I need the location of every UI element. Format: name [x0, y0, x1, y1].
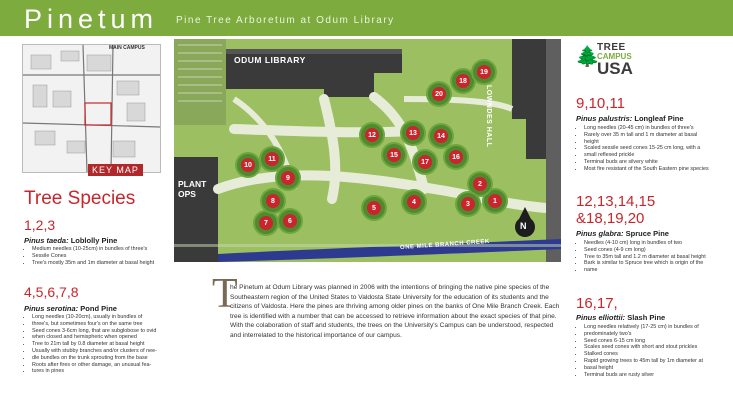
body-paragraph: he Pinetum at Odum Library was planned in 2006 with the intentions of bringing the native pine species of the Southeastern region of the United States to Valdosta State University for the education of its students and the citizens of Valdosta. Here the pines are thriving among older pines on the banks of One Mile Branch Creek. Each tree is identified with a number that can be accessed to retrieve information about the exact species of that pine. With the colaboration of staff and students, the trees on the University's Campus can be understood, respected and interrelated to the historical importance of our campus. — [230, 284, 560, 339]
species-3-bullets: • Long needles (20-45 cm) in bundles of three's • Rarely over 35 m tall and 1 m diameter at basal • height • Scaled sessile seed cones 15-25 cm long, with a • small reflexed prickle • Terminal buds are silvery white • Most fire resistant of the South Eastern pine species — [576, 125, 733, 173]
north-icon: N — [520, 221, 527, 231]
tree-marker-label: 15 — [387, 148, 401, 162]
tree-marker-2 — [469, 173, 491, 195]
species-4-name: Pinus glabra: Spruce Pine — [576, 229, 669, 238]
tree-marker-label: 19 — [477, 65, 491, 79]
tree-marker-16 — [445, 146, 467, 168]
tree-marker-label: 20 — [432, 87, 446, 101]
species-1-name: Pinus taeda: Loblolly Pine — [24, 236, 118, 245]
key-map-drawing — [23, 45, 160, 172]
species-3-numbers: 9,10,11 — [576, 95, 625, 112]
tree-marker-6 — [279, 210, 301, 232]
tree-marker-9 — [277, 167, 299, 189]
tree-marker-label: 13 — [406, 126, 420, 140]
tree-marker-label: 9 — [281, 171, 295, 185]
label-plant-ops: PLANT OPS — [178, 179, 207, 199]
tree-marker-14 — [430, 125, 452, 147]
campus-map — [174, 39, 561, 262]
tree-marker-label: 17 — [418, 155, 432, 169]
tree-marker-label: 10 — [241, 158, 255, 172]
tree-marker-1 — [484, 190, 506, 212]
tree-marker-label: 5 — [367, 201, 381, 215]
label-odum-library: ODUM LIBRARY — [234, 55, 306, 65]
label-lowndes-hall: LOWNDES HALL — [485, 85, 492, 148]
tree-marker-12 — [361, 124, 383, 146]
species-1-numbers: 1,2,3 — [24, 217, 56, 233]
tree-marker-label: 18 — [456, 74, 470, 88]
label-creek: ONE MILE BRANCH CREEK — [399, 238, 490, 252]
tree-marker-11 — [261, 148, 283, 170]
tree-marker-label: 11 — [265, 152, 279, 166]
tree-marker-label: 3 — [461, 197, 475, 211]
species-5-bullets: • Long needles relatively (17-25 cm) in bundles of • predominately two's • Seed cones 6-15 cm long • Scales seed cones with short and stout prickles • Stalked cones • Rapid growing trees to 45m tall by 1m diameter at • basal height • Terminal buds are rusty silver — [576, 324, 733, 378]
tree-marker-label: 8 — [266, 194, 280, 208]
key-map-label: KEY MAP — [88, 164, 143, 176]
species-4-numbers: 12,13,14,15 — [576, 193, 656, 210]
page-subtitle: Pine Tree Arboretum at Odum Library — [176, 15, 395, 26]
tree-marker-3 — [457, 193, 479, 215]
species-2-numbers: 4,5,6,7,8 — [24, 284, 79, 300]
tree-marker-label: 12 — [365, 128, 379, 142]
tree-marker-13 — [402, 122, 424, 144]
key-map — [22, 44, 161, 173]
tree-marker-7 — [255, 212, 277, 234]
species-2-bullets: • Long needles (10-20cm), usually in bundles of • three's, but sometimes four's on the same tree • Seed cones 3-6cm long, that are subglobose to ovid • when closed and hemispheric when opened • Tree to 21m tall by 0.8 diameter at basal height • Usually with stubby branches and/or clusters of nee- • dle bundles on the trunk sprouting from the base • Roots after fires or other damage, an unusual fea- • tures in pines — [24, 314, 182, 375]
tree-marker-18 — [452, 70, 474, 92]
tree-marker-8 — [262, 190, 284, 212]
tree-marker-label: 7 — [259, 216, 273, 230]
key-map-campus-label: MAIN CAMPUS — [109, 45, 145, 51]
tree-marker-17 — [414, 151, 436, 173]
body-dropcap: T — [212, 271, 238, 317]
tree-marker-label: 4 — [407, 195, 421, 209]
tree-marker-4 — [403, 191, 425, 213]
tree-marker-label: 6 — [283, 214, 297, 228]
species-4-bullets: • Needles (4-10 cm) long in bundles of two • Seed cones (4-9 cm long) • Tree to 35m tall and 1.2 m diameter at basal height • Bark is similar to Spruce tree which is origin of the • name — [576, 240, 733, 274]
species-heading: Tree Species — [24, 188, 136, 209]
tree-marker-label: 14 — [434, 129, 448, 143]
tree-marker-label: 16 — [449, 150, 463, 164]
header-bar — [0, 0, 733, 36]
tree-marker-label: 2 — [473, 177, 487, 191]
tree-marker-label: 1 — [488, 194, 502, 208]
tree-marker-10 — [237, 154, 259, 176]
tree-campus-usa-logo: 🌲 TREE CAMPUS USA — [575, 42, 633, 78]
species-2-name: Pinus serotina: Pond Pine — [24, 304, 117, 313]
page-title: Pinetum — [24, 4, 159, 34]
species-5-numbers: 16,17, — [576, 295, 618, 312]
map-drawing — [174, 39, 561, 262]
species-5-name: Pinus elliottii: Slash Pine — [576, 313, 666, 322]
tree-marker-19 — [473, 61, 495, 83]
tree-logo-icon: 🌲 — [575, 46, 600, 68]
tree-marker-5 — [363, 197, 385, 219]
tree-marker-15 — [383, 144, 405, 166]
tree-marker-20 — [428, 83, 450, 105]
species-4-numbers-2: &18,19,20 — [576, 210, 645, 227]
species-1-bullets: • Medium needles (10-25cm) in bundles of three's • Sessile Cones • Tree's mostly 35m and 1m diameter at basal height — [24, 246, 182, 266]
species-3-name: Pinus palustris: Longleaf Pine — [576, 114, 684, 123]
